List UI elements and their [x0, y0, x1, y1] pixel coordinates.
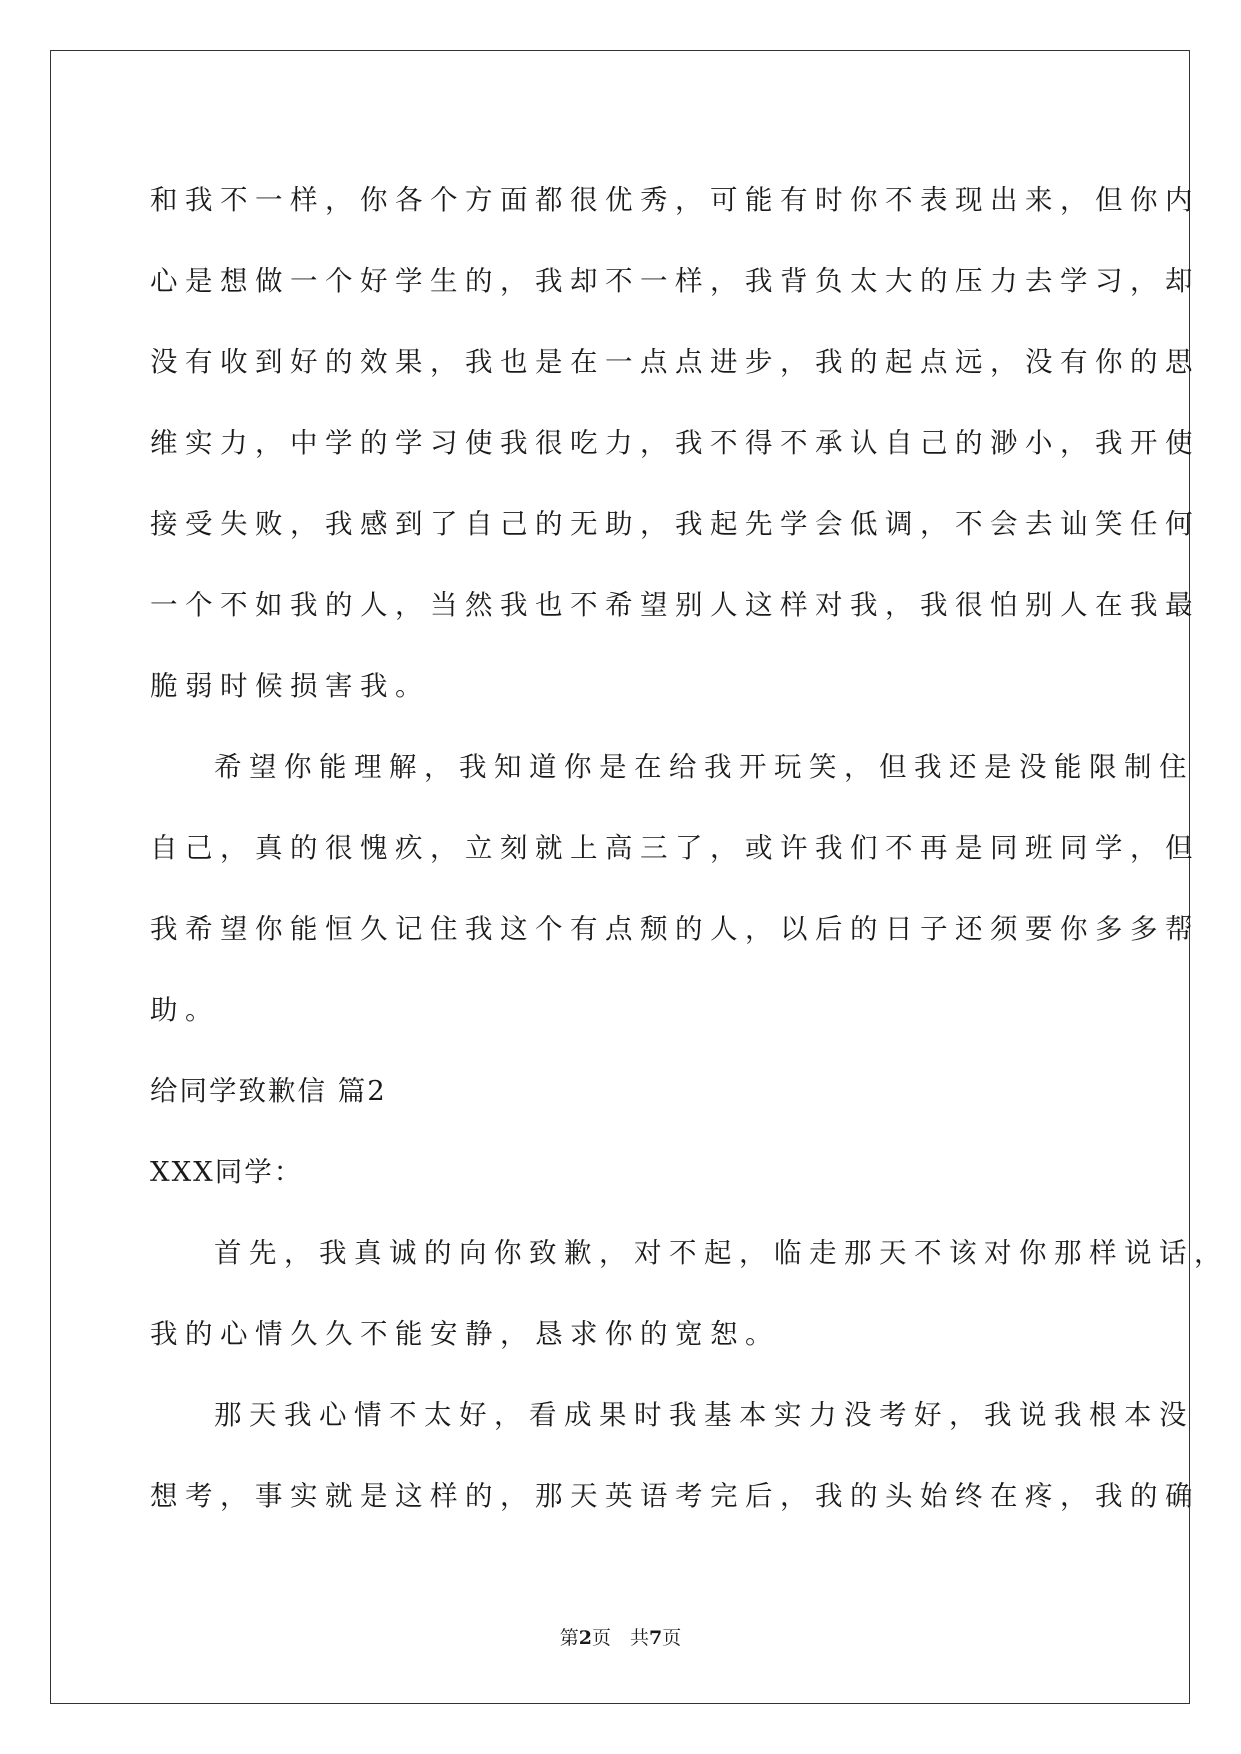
document-body [150, 160, 1229, 1537]
text-line: 脆弱时候损害我。 [150, 670, 430, 702]
current-page-number: 2 [578, 1627, 592, 1649]
paragraph-start-line: 那天我心情不太好，看成果时我基本实力没考好，我说我根本没 [214, 1399, 1194, 1431]
total-page-count: 7 [649, 1627, 663, 1649]
page-label-mid: 页 共 [591, 1627, 649, 1649]
text-line: 助。 [150, 994, 220, 1026]
text-line: 接受失败，我感到了自己的无助，我起先学会低调，不会去讪笑任何 [150, 508, 1200, 540]
text-line: 自己，真的很愧疚，立刻就上高三了，或许我们不再是同班同学，但 [150, 832, 1200, 864]
text-line: 一个不如我的人，当然我也不希望别人这样对我，我很怕别人在我最 [150, 589, 1200, 621]
paragraph-start-line: 希望你能理解，我知道你是在给我开玩笑，但我还是没能限制住 [214, 751, 1194, 783]
text-line: 心是想做一个好学生的，我却不一样，我背负太大的压力去学习，却 [150, 265, 1200, 297]
text-line: 没有收到好的效果，我也是在一点点进步，我的起点远，没有你的思 [150, 346, 1200, 378]
text-line: 和我不一样，你各个方面都很优秀，可能有时你不表现出来，但你内 [150, 184, 1200, 216]
text-line: 我的心情久久不能安静，恳求你的宽恕。 [150, 1318, 780, 1350]
salutation: XXX同学： [150, 1156, 304, 1188]
page-label-suffix: 页 [662, 1627, 682, 1649]
text-line: 我希望你能恒久记住我这个有点颓的人，以后的日子还须要你多多帮 [150, 913, 1200, 945]
paragraph-start-line: 首先，我真诚的向你致歉，对不起，临走那天不该对你那样说话， [214, 1237, 1229, 1269]
text-line: 想考，事实就是这样的，那天英语考完后，我的头始终在疼，我的确 [150, 1480, 1200, 1512]
text-line: 维实力，中学的学习使我很吃力，我不得不承认自己的渺小，我开使 [150, 427, 1200, 459]
page-footer [0, 1623, 1241, 1650]
page-label-prefix: 第 [559, 1627, 579, 1649]
section-heading: 给同学致歉信 篇2 [150, 1075, 387, 1107]
